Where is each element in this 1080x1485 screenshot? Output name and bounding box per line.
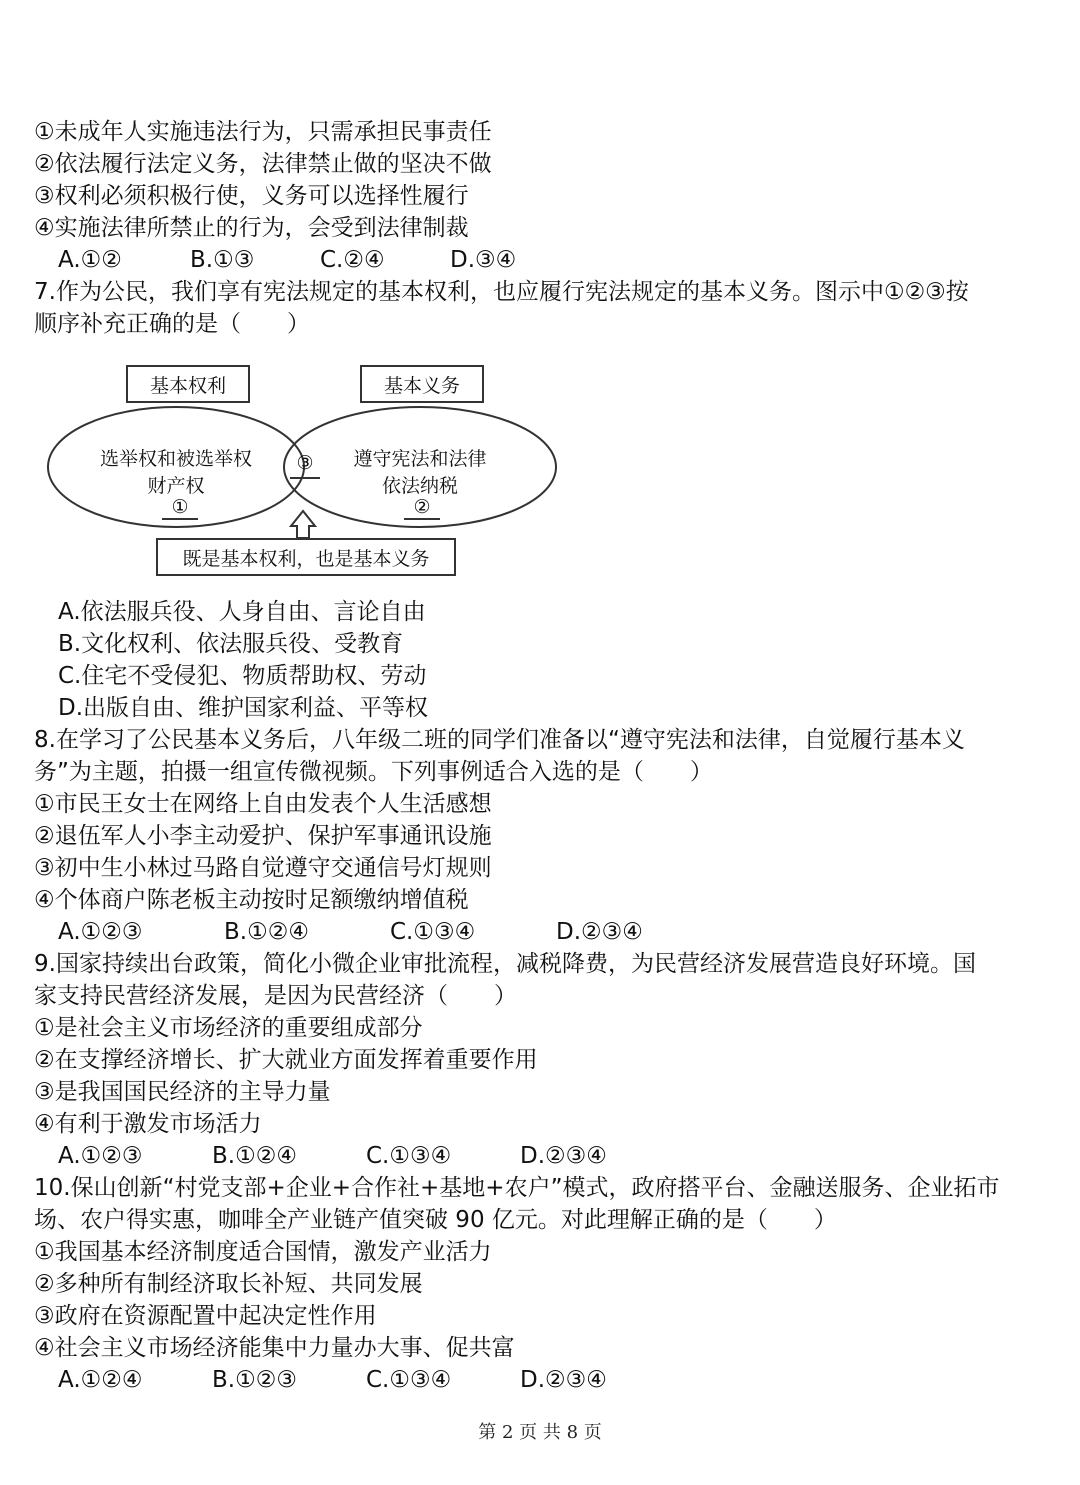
q9-statement-4: ④有利于激发市场活力 xyxy=(34,1111,262,1137)
q6-option-b: B.①③ xyxy=(190,247,255,273)
page-footer: 第 2 页 共 8 页 xyxy=(478,1422,602,1443)
middle-blank-3: ③ xyxy=(296,452,314,474)
q6-statement-4: ④实施法律所禁止的行为，会受到法律制裁 xyxy=(34,215,469,241)
q10-options xyxy=(58,1364,607,1396)
q8-statement-4: ④个体商户陈老板主动按时足额缴纳增值税 xyxy=(34,887,469,913)
q7-option-d: D.出版自由、维护国家利益、平等权 xyxy=(58,695,429,721)
duties-label-box xyxy=(360,365,484,403)
q8-statement-3: ③初中生小林过马路自觉遵守交通信号灯规则 xyxy=(34,855,492,881)
q10-option-d: D.②③④ xyxy=(520,1367,607,1393)
right-text-1: 遵守宪法和法律 xyxy=(353,448,487,470)
q6-options xyxy=(58,244,516,276)
q7-option-b: B.文化权利、依法服兵役、受教育 xyxy=(58,631,404,657)
q6-statement-3: ③权利必须积极行使，义务可以选择性履行 xyxy=(34,183,469,209)
q9-statement-1: ①是社会主义市场经济的重要组成部分 xyxy=(34,1015,423,1041)
q8-stem-line-2: 务”为主题，拍摄一组宣传微视频。下列事例适合入选的是（ ） xyxy=(34,759,713,785)
q10-statement-3: ③政府在资源配置中起决定性作用 xyxy=(34,1303,377,1329)
q10-option-b: B.①②③ xyxy=(212,1367,297,1393)
q9-option-c: C.①③④ xyxy=(366,1143,452,1169)
q7-option-c: C.住宅不受侵犯、物质帮助权、劳动 xyxy=(58,663,427,689)
q9-option-b: B.①②④ xyxy=(212,1143,297,1169)
q8-option-c: C.①③④ xyxy=(390,919,476,945)
q9-statement-3: ③是我国国民经济的主导力量 xyxy=(34,1079,331,1105)
q9-stem-line-1: 9.国家持续出台政策，简化小微企业审批流程，减税降费，为民营经济发展营造良好环境。国 xyxy=(34,951,976,977)
q8-option-b: B.①②④ xyxy=(224,919,309,945)
left-text-2: 财产权 xyxy=(147,475,205,497)
rights-label: 基本权利 xyxy=(149,375,226,397)
q7-stem-line-2: 顺序补充正确的是（ ） xyxy=(34,311,310,337)
q7-option-a: A.依法服兵役、人身自由、言论自由 xyxy=(58,599,426,625)
q6-statement-1: ①未成年人实施违法行为，只需承担民事责任 xyxy=(34,119,492,145)
q6-statement-2: ②依法履行法定义务，法律禁止做的坚决不做 xyxy=(34,151,492,177)
q10-option-a: A.①②④ xyxy=(58,1367,143,1393)
rights-label-box xyxy=(126,365,250,403)
q6-option-a: A.①② xyxy=(58,247,122,273)
q10-stem-line-2: 场、农户得实惠，咖啡全产业链产值突破 90 亿元。对此理解正确的是（ ） xyxy=(34,1207,837,1233)
q9-options xyxy=(58,1140,607,1172)
q8-option-a: A.①②③ xyxy=(58,919,143,945)
q8-statement-2: ②退伍军人小李主动爱护、保护军事通讯设施 xyxy=(34,823,492,849)
bottom-label-box xyxy=(156,538,456,576)
q10-statement-2: ②多种所有制经济取长补短、共同发展 xyxy=(34,1271,423,1297)
right-text-2: 依法纳税 xyxy=(381,475,458,497)
bottom-label: 既是基本权利，也是基本义务 xyxy=(182,548,430,570)
left-blank-1: ① xyxy=(171,496,189,518)
q6-option-d: D.③④ xyxy=(450,247,517,273)
q9-option-d: D.②③④ xyxy=(520,1143,607,1169)
right-blank-2: ② xyxy=(413,496,431,518)
q8-option-d: D.②③④ xyxy=(556,919,643,945)
q10-statement-4: ④社会主义市场经济能集中力量办大事、促共富 xyxy=(34,1335,515,1361)
rights-duties-diagram xyxy=(0,360,600,580)
left-text-1: 选举权和被选举权 xyxy=(99,448,252,470)
q10-stem-line-1: 10.保山创新“村党支部+企业+合作社+基地+农户”模式，政府搭平台、金融送服务、企业拓市 xyxy=(34,1175,1000,1201)
duties-label: 基本义务 xyxy=(383,375,460,397)
up-arrow-icon xyxy=(291,511,315,538)
q9-stem-line-2: 家支持民营经济发展，是因为民营经济（ ） xyxy=(34,983,517,1009)
q7-stem-line-1: 7.作为公民，我们享有宪法规定的基本权利，也应履行宪法规定的基本义务。图示中①②③按 xyxy=(34,279,969,305)
q8-options xyxy=(58,916,643,948)
q9-option-a: A.①②③ xyxy=(58,1143,143,1169)
q10-statement-1: ①我国基本经济制度适合国情，激发产业活力 xyxy=(34,1239,492,1265)
q9-statement-2: ②在支撑经济增长、扩大就业方面发挥着重要作用 xyxy=(34,1047,538,1073)
q10-option-c: C.①③④ xyxy=(366,1367,452,1393)
q8-statement-1: ①市民王女士在网络上自由发表个人生活感想 xyxy=(34,791,492,817)
q6-option-c: C.②④ xyxy=(320,247,385,273)
q8-stem-line-1: 8.在学习了公民基本义务后，八年级二班的同学们准备以“遵守宪法和法律，自觉履行基本义 xyxy=(34,727,965,753)
